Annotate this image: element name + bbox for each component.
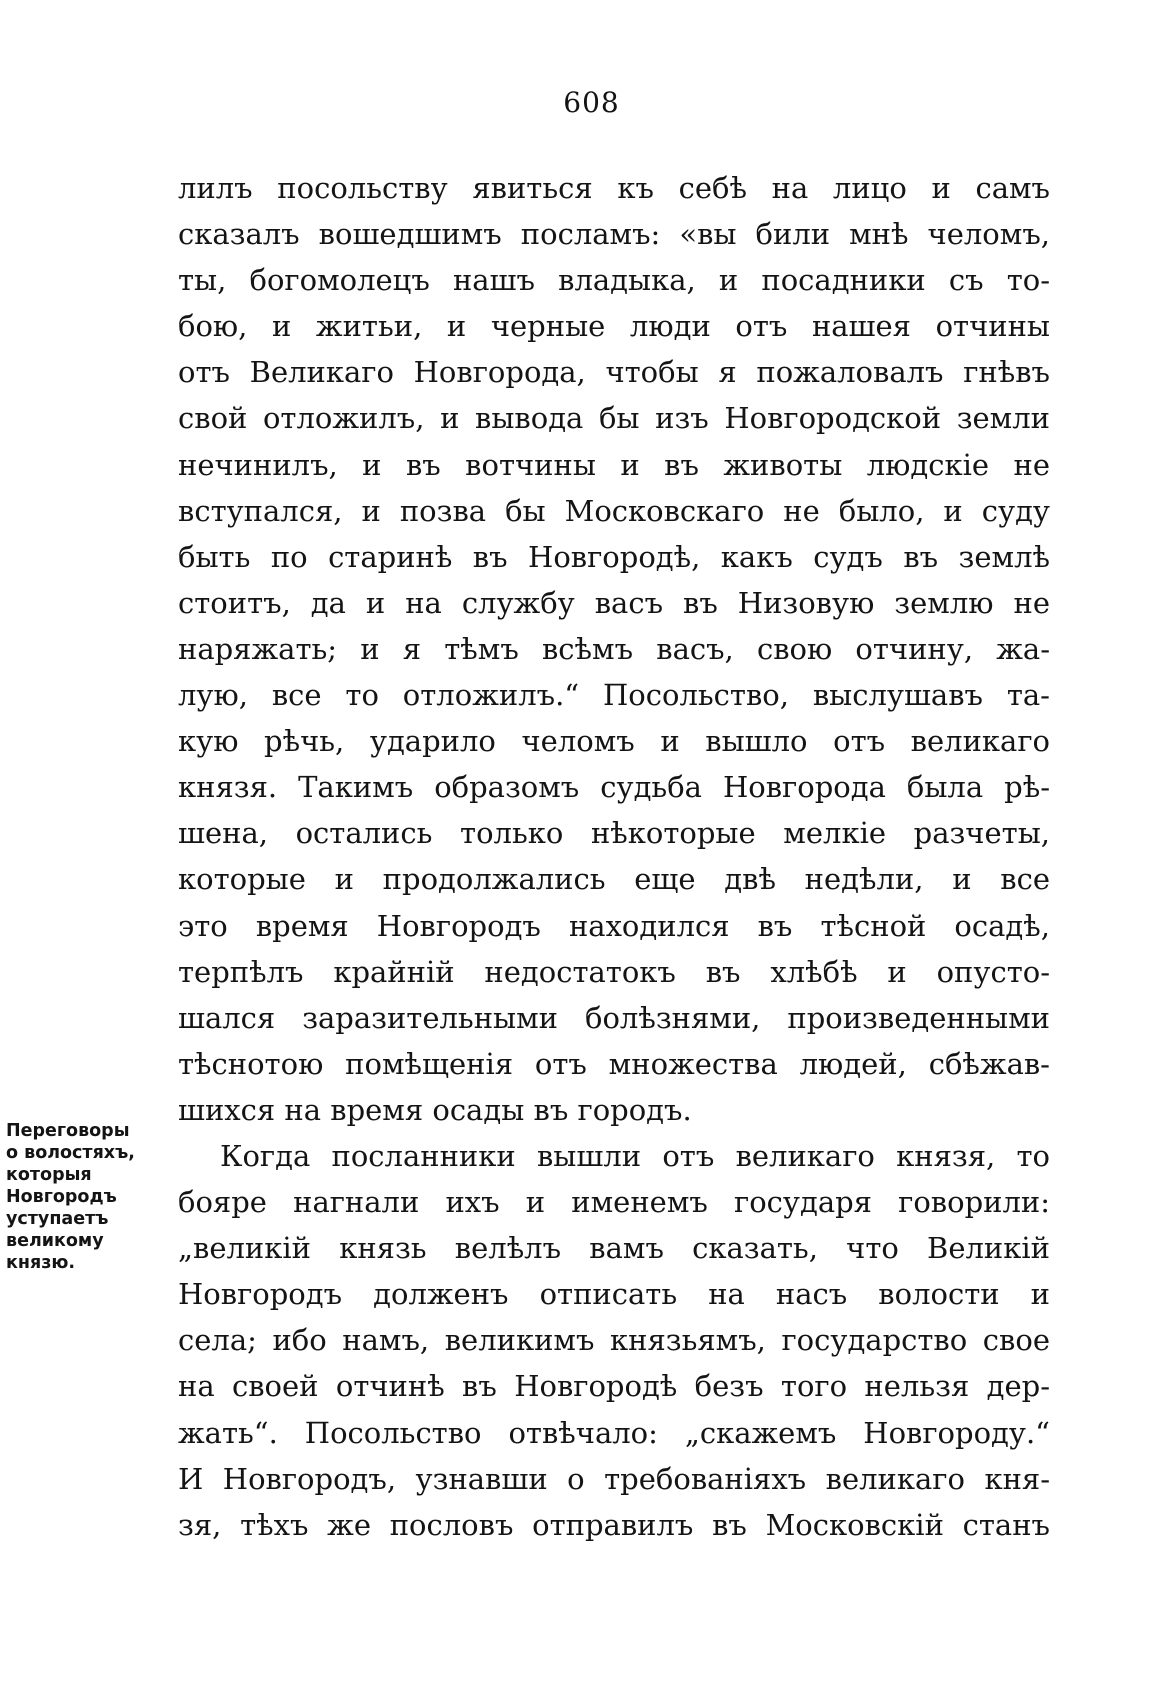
body-line: кую рѣчь, ударило челомъ и вышло отъ великаго bbox=[178, 724, 1050, 759]
page-number: 608 bbox=[563, 86, 620, 119]
margin-note-line: Переговоры bbox=[6, 1121, 130, 1141]
body-line: жать“. Посольство отвѣчало: „скажемъ Новгороду.“ bbox=[178, 1415, 1050, 1450]
margin-note bbox=[6, 1120, 178, 1274]
body-line: отъ Великаго Новгорода, чтобы я пожаловалъ гнѣвъ bbox=[178, 355, 1050, 390]
body-line: наряжать; и я тѣмъ всѣмъ васъ, свою отчину, жа- bbox=[178, 631, 1050, 666]
body-line: И Новгородъ, узнавши о требованіяхъ великаго кня- bbox=[178, 1461, 1050, 1496]
margin-note-line: Новгородъ bbox=[6, 1187, 117, 1207]
body-line: терпѣлъ крайній недостатокъ въ хлѣбѣ и опусто- bbox=[178, 954, 1050, 989]
margin-note-line: о волостяхъ, bbox=[6, 1143, 135, 1163]
body-line: тѣснотою помѣщенія отъ множества людей, сбѣжав- bbox=[178, 1046, 1050, 1081]
body-line: Когда посланники вышли отъ великаго князя, то bbox=[220, 1138, 1050, 1173]
body-line: на своей отчинѣ въ Новгородѣ безъ того нельзя дер- bbox=[178, 1369, 1050, 1404]
body-line: Новгородъ долженъ отписать на насъ волости и bbox=[178, 1277, 1050, 1312]
body-line: „великій князь велѣлъ вамъ сказать, что Великій bbox=[178, 1231, 1050, 1266]
body-line: вступался, и позва бы Московскаго не было, и суду bbox=[178, 493, 1050, 528]
body-line: ты, богомолецъ нашъ владыка, и посадники съ то- bbox=[178, 263, 1050, 298]
body-line: сказалъ вошедшимъ посламъ: «вы били мнѣ челомъ, bbox=[178, 217, 1050, 252]
body-line: быть по старинѣ въ Новгородѣ, какъ судъ въ землѣ bbox=[178, 539, 1050, 574]
body-line: бояре нагнали ихъ и именемъ государя говорили: bbox=[178, 1185, 1050, 1220]
body-line: зя, тѣхъ же пословъ отправилъ въ Московскій станъ bbox=[178, 1507, 1050, 1542]
body-line: шихся на время осады въ городъ. bbox=[178, 1092, 692, 1127]
body-text bbox=[178, 165, 1050, 1548]
body-line: лилъ посольству явиться къ себѣ на лицо и самъ bbox=[178, 171, 1050, 205]
body-line: шался заразительными болѣзнями, произведенными bbox=[178, 1000, 1050, 1035]
body-line: бою, и житьи, и черные люди отъ нашея отчины bbox=[178, 309, 1050, 344]
body-line: нечинилъ, и въ вотчины и въ животы людскіе не bbox=[178, 447, 1050, 482]
margin-note-line: уступаетъ bbox=[6, 1209, 109, 1229]
body-line: лую, все то отложилъ.“ Посольство, выслушавъ та- bbox=[178, 678, 1050, 713]
body-line: шена, остались только нѣкоторые мелкіе разчеты, bbox=[178, 816, 1050, 851]
body-line: это время Новгородъ находился въ тѣсной осадѣ, bbox=[178, 908, 1050, 943]
body-line: которые и продолжались еще двѣ недѣли, и все bbox=[178, 862, 1050, 897]
margin-note-line: великому bbox=[6, 1231, 104, 1251]
margin-note-line: которыя bbox=[6, 1165, 92, 1185]
body-line: стоитъ, да и на службу васъ въ Низовую землю не bbox=[178, 585, 1050, 620]
body-line: князя. Такимъ образомъ судьба Новгорода была рѣ- bbox=[178, 770, 1050, 805]
body-line: свой отложилъ, и вывода бы изъ Новгородской земли bbox=[178, 401, 1050, 436]
margin-note-line: князю. bbox=[6, 1253, 76, 1273]
body-line: села; ибо намъ, великимъ князьямъ, государство свое bbox=[178, 1323, 1050, 1358]
